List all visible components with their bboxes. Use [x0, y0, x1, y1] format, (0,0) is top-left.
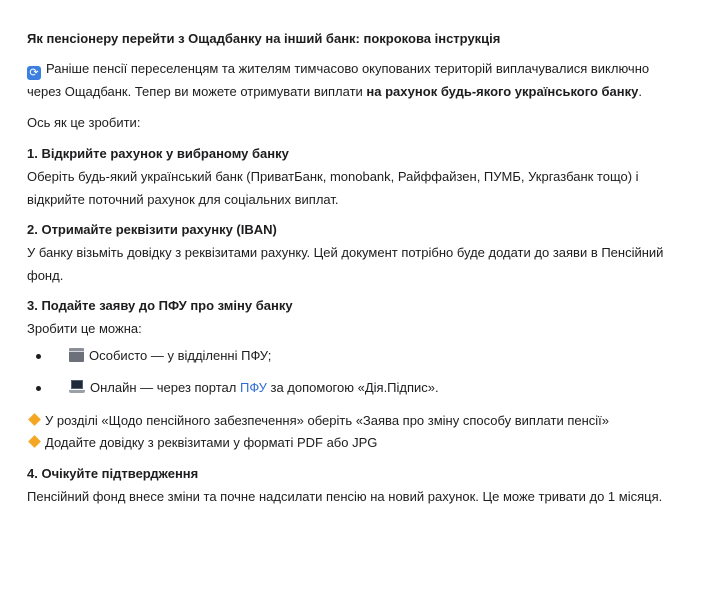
submission-options-list — [27, 346, 676, 398]
step-title: 1. Відкрийте рахунок у вибраному банку — [27, 146, 289, 161]
step-4 — [27, 462, 676, 508]
article-title: Як пенсіонеру перейти з Ощадбанку на інший банк: покрокова інструкція — [27, 31, 501, 46]
step-1 — [27, 142, 676, 211]
intro-paragraph — [27, 57, 676, 103]
tip-text: Додайте довідку з реквізитами у форматі PDF або JPG — [45, 435, 378, 450]
step-text: Зробити це можна: — [27, 321, 142, 336]
step-title: 4. Очікуйте підтвердження — [27, 466, 199, 481]
intro-text-1: Раніше пенсії переселенцям та жителям тимчасово окупованих територій виплачувалися виключно через Ощадбанк. Тепер ви можете отримувати виплати — [27, 61, 650, 99]
orange-diamond-icon — [28, 435, 41, 448]
step-text: Пенсійний фонд внесе зміни та почне надсилати пенсію на новий рахунок. Це може тривати до 1 місяця. — [27, 489, 663, 504]
online-option-text: Онлайн — через портал — [90, 380, 240, 395]
tip-item — [27, 410, 676, 432]
intro-bold: на рахунок будь-якого українського банку — [366, 84, 639, 99]
step-title: 2. Отримайте реквізити рахунку (IBAN) — [27, 222, 277, 237]
intro-text-2: . — [638, 84, 642, 99]
tip-item — [27, 432, 676, 454]
list-item — [27, 346, 676, 366]
step-3 — [27, 294, 676, 398]
pfu-portal-link[interactable]: ПФУ — [239, 380, 267, 395]
bank-building-icon — [69, 348, 84, 362]
laptop-icon — [69, 380, 85, 394]
step-2 — [27, 218, 676, 287]
offline-option-text: Особисто — у відділенні ПФУ; — [89, 348, 272, 363]
step-text: У банку візьміть довідку з реквізитами рахунку. Цей документ потрібно буде додати до заяви в Пенсійний фонд. — [27, 245, 664, 283]
online-option-text-end: за допомогою «Дія.Підпис». — [266, 380, 439, 395]
list-item — [27, 378, 676, 398]
orange-diamond-icon — [28, 413, 41, 426]
tips — [27, 410, 676, 454]
tip-text: У розділі «Щодо пенсійного забезпечення» оберіть «Заява про зміну способу виплати пенсії» — [45, 413, 610, 428]
step-text: Оберіть будь-який український банк (ПриватБанк, monobank, Райффайзен, ПУМБ, Укргазбанк тощо) і відкрийте поточний рахунок для соціальних виплат. — [27, 169, 639, 207]
step-title: 3. Подайте заяву до ПФУ про зміну банку — [27, 298, 293, 313]
refresh-icon: ⟳ — [27, 66, 41, 80]
lead-text: Ось як це зробити: — [27, 115, 141, 130]
bullet-dot — [36, 354, 41, 359]
bullet-dot — [36, 386, 41, 391]
